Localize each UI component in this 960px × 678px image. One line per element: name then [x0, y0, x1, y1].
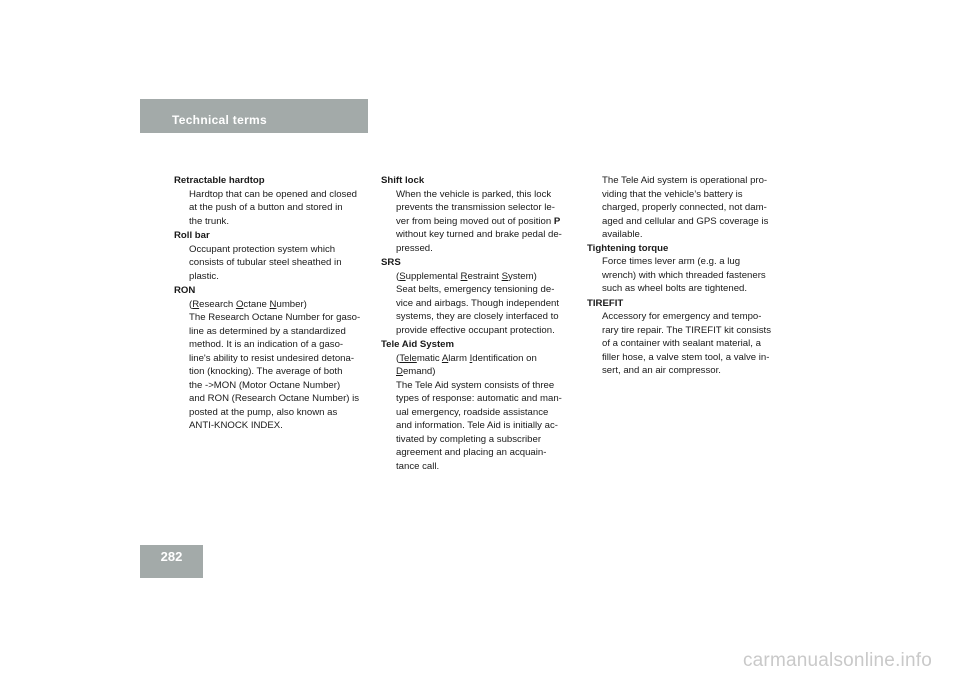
watermark-text: carmanualsonline.info [742, 650, 932, 671]
definition-line: Seat belts, emergency tensioning de- [396, 284, 555, 295]
abbreviation-expansion: Demand) [396, 366, 436, 377]
definition-line: method. It is an indication of a gaso- [189, 339, 344, 350]
abbreviation-expansion: (Supplemental Restraint System) [396, 270, 537, 282]
term-title: Roll bar [174, 230, 210, 241]
term-definition [587, 255, 787, 296]
column-3 [587, 174, 787, 379]
term-title: Shift lock [381, 175, 425, 186]
term-title: SRS [381, 257, 401, 268]
section-header [140, 99, 368, 133]
term-definition [174, 243, 370, 284]
definition-line: the trunk. [189, 215, 229, 227]
definition-line: vice and airbags. Though independent [396, 297, 560, 309]
definition-line: Force times lever arm (e.g. a lug [602, 256, 741, 267]
definition-line: line's ability to resist undesired detona- [189, 352, 355, 364]
definition-line: of a container with sealant material, a [602, 338, 761, 349]
term-definition [174, 298, 370, 433]
definition-line: tion (knocking). The average of both [189, 366, 343, 377]
abbreviation-expansion: (Telematic Alarm Identification on [396, 352, 537, 364]
column-2 [381, 174, 579, 474]
definition-line: Occupant protection system which [189, 243, 336, 255]
definition-line: The Tele Aid system is operational pro- [602, 175, 768, 186]
definition-line: the ->MON (Motor Octane Number) [189, 379, 341, 391]
term-title: TIREFIT [587, 297, 624, 309]
definition-line: and information. Tele Aid is initially ac- [396, 420, 558, 431]
entry-srs [381, 256, 579, 337]
definition-line: The Research Octane Number for gaso- [189, 312, 361, 323]
definition-line: tivated by completing a subscriber [396, 433, 542, 445]
definition-line: viding that the vehicle’s battery is [602, 188, 743, 200]
definition-line: without key turned and brake pedal de- [396, 229, 562, 240]
page-number: 282 [140, 545, 203, 578]
term-definition [587, 310, 787, 378]
definition-line: posted at the pump, also known as [189, 406, 338, 418]
term-title: Tightening torque [587, 242, 669, 254]
definition-line: provide effective occupant protection. [396, 324, 555, 336]
term-title: Retractable hardtop [174, 175, 265, 186]
definition-line: pressed. [396, 242, 433, 254]
term-definition [381, 352, 579, 474]
definition-line: at the push of a button and stored in [189, 202, 343, 213]
definition-line: types of response: automatic and man- [396, 393, 562, 404]
column-1 [174, 174, 370, 434]
definition-line: rary tire repair. The TIREFIT kit consists [602, 324, 772, 336]
definition-line: filler hose, a valve stem tool, a valve in- [602, 351, 770, 363]
definition-line: agreement and placing an acquain- [396, 447, 547, 458]
entry-ron [174, 284, 370, 433]
entry-roll-bar [174, 229, 370, 283]
definition-line: and RON (Research Octane Number) is [189, 393, 360, 404]
definition-line: The Tele Aid system consists of three [396, 379, 555, 391]
definition-line: wrench) with which threaded fasteners [602, 269, 766, 281]
term-title: RON [174, 285, 196, 296]
definition-line: line as determined by a standardized [189, 325, 346, 337]
entry-tightening-torque [587, 242, 787, 296]
definition-line: ANTI-KNOCK INDEX. [189, 420, 283, 431]
definition-line: Accessory for emergency and tempo- [602, 311, 762, 322]
entry-retractable-hardtop [174, 174, 370, 228]
definition-line: tance call. [396, 460, 440, 472]
abbreviation-expansion: (Research Octane Number) [189, 298, 307, 310]
definition-line: aged and cellular and GPS coverage is [602, 215, 769, 227]
definition-line: sert, and an air compressor. [602, 365, 721, 376]
term-title: Tele Aid System [381, 339, 455, 350]
definition-line: systems, they are closely interfaced to [396, 311, 559, 322]
section-title: Technical terms [172, 113, 267, 127]
entry-tele-aid-continued [587, 174, 787, 242]
definition-line: ual emergency, roadside assistance [396, 406, 549, 418]
definition-line: charged, properly connected, not dam- [602, 202, 767, 213]
term-definition [381, 270, 579, 338]
definition-line: prevents the transmission selector le- [396, 202, 555, 213]
entry-shift-lock [381, 174, 579, 255]
entry-tele-aid-system [381, 338, 579, 473]
definition-line: ver from being moved out of position P [396, 215, 561, 227]
term-definition [174, 188, 370, 229]
definition-line: When the vehicle is parked, this lock [396, 188, 552, 200]
term-definition [381, 188, 579, 256]
definition-line: consists of tubular steel sheathed in [189, 257, 342, 268]
definition-line: plastic. [189, 270, 219, 282]
definition-line: Hardtop that can be opened and closed [189, 188, 358, 200]
definition-line: such as wheel bolts are tightened. [602, 283, 748, 294]
entry-tirefit [587, 297, 787, 378]
definition-line: available. [602, 229, 643, 240]
